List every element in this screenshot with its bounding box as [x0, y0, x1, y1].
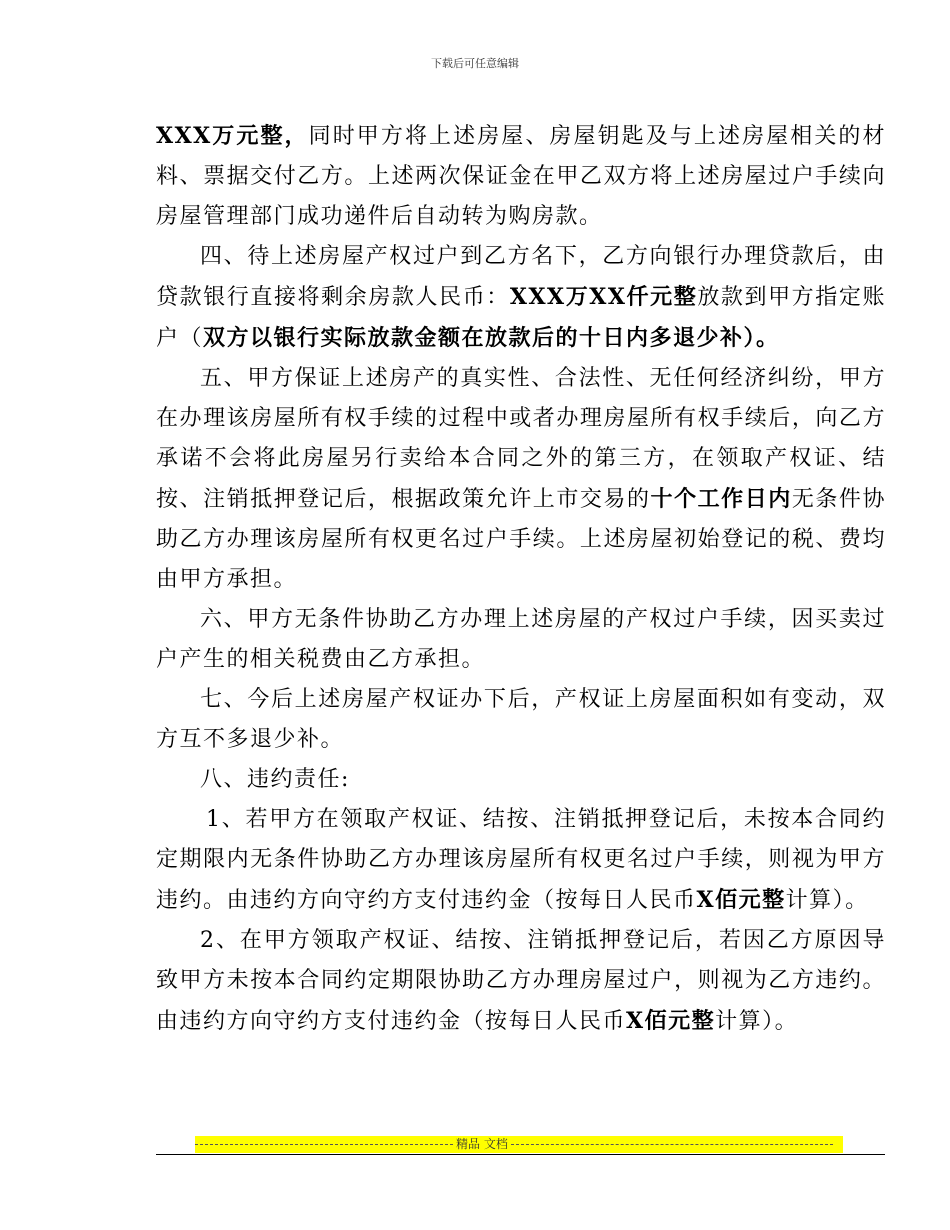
clause-eight-item-2: [156, 921, 886, 1042]
text-run: 同时甲方将上述房屋、房屋钥匙及与上述房屋相关的材料、票据交付乙方。上述两次保证金在甲乙双方将上述房屋过户手续向房屋管理部门成功递件后自动转为购房款。: [156, 124, 886, 229]
text-run: 双方以银行实际放款金额在放款后的十日内多退少补）。: [203, 325, 780, 351]
text-run: 七、今后上述房屋产权证办下后，产权证上房屋面积如有变动，双方互不多退少补。: [156, 687, 886, 752]
clause-five: [156, 359, 886, 600]
clause-seven: [156, 680, 886, 760]
text-run: 1、若甲方在领取产权证、结按、注销抵押登记后，未按本合同约定期限内无条件协助乙方办理该房屋所有权更名过户手续，则视为甲方违约。由违约方向守约方支付违约金（按每日人民币: [156, 807, 886, 913]
clause-four: [156, 237, 886, 359]
text-run: 十个工作日内: [650, 486, 792, 512]
footer-rule: [156, 1154, 885, 1155]
text-run: 四、待上述房屋产权过户到乙方名下，乙方向银行办理贷款后，由贷款银行直接将剩余房款人民币：: [156, 244, 886, 310]
page-header: 下载后可任意编辑: [431, 57, 519, 70]
clause-eight-item-1: [156, 800, 886, 921]
text-run: 八、违约责任:: [200, 767, 350, 792]
footer-label: 精品 文档: [456, 1137, 508, 1151]
text-run: 计算）。: [785, 888, 869, 913]
footer-highlight: [195, 1136, 843, 1153]
text-run: XXX万元整，: [156, 123, 309, 149]
text-run: 六、甲方无条件协助乙方办理上述房屋的产权过户手续，因买卖过户产生的相关税费由乙方承担。: [156, 607, 886, 672]
text-run: 无条件协助乙方办理该房屋所有权更名过户手续。上述房屋初始登记的税、费均由甲方承担。: [156, 487, 886, 592]
text-run: X佰元整: [626, 1008, 716, 1034]
text-run: X佰元整: [696, 887, 786, 913]
text-run: 放款到甲方指定账户（: [156, 285, 886, 351]
clause-six: [156, 600, 886, 680]
text-run: 计算）。: [715, 1009, 799, 1034]
contract-body: [156, 116, 886, 1042]
footer-dash-right: [511, 1144, 833, 1146]
footer-dash-left: [195, 1144, 453, 1146]
clause-eight-heading: [156, 760, 886, 800]
paragraph-continuation: [156, 116, 886, 237]
text-run: 五、甲方保证上述房产的真实性、合法性、无任何经济纠纷，甲方在办理该房屋所有权手续的过程中或者办理房屋所有权手续后，向乙方承诺不会将此房屋另行卖给本合同之外的第三方，在领取产权证、结按、注销抵押登记后，根据政策允许上市交易的: [156, 366, 886, 512]
text-run: 2、在甲方领取产权证、结按、注销抵押登记后，若因乙方原因导致甲方未按本合同约定期限协助乙方办理房屋过户，则视为乙方违约。由违约方向守约方支付违约金（按每日人民币: [156, 928, 886, 1034]
text-run: XXX万XX仟元整: [509, 284, 698, 310]
